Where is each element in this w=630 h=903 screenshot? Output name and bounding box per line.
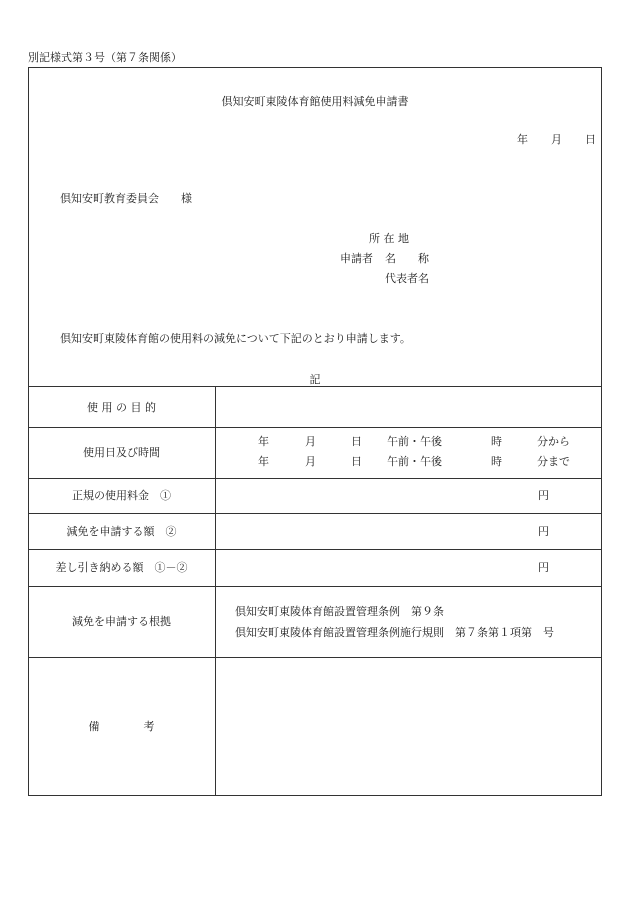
table-rule — [28, 549, 602, 550]
from-minute: 分から — [537, 435, 570, 448]
from-year: 年 — [258, 435, 269, 448]
purpose-label: 使 用 の 目 的 — [87, 401, 156, 414]
table-rule — [28, 427, 602, 428]
applicant-address-label: 所 在 地 — [369, 232, 409, 245]
to-day: 日 — [351, 455, 362, 468]
datetime-label: 使用日及び時間 — [83, 446, 160, 459]
table-rule — [28, 657, 602, 658]
form-frame — [28, 67, 602, 796]
basis-label: 減免を申請する根拠 — [72, 615, 171, 628]
to-year: 年 — [258, 455, 269, 468]
to-ampm: 午前・午後 — [387, 455, 442, 468]
form-number-note: 別記様式第３号（第７条関係） — [28, 51, 182, 64]
table-rule — [28, 478, 602, 479]
to-hour: 時 — [491, 455, 502, 468]
from-month: 月 — [305, 435, 316, 448]
reduce-unit: 円 — [538, 525, 549, 538]
date-month: 月 — [551, 133, 562, 146]
to-minute: 分まで — [537, 455, 570, 468]
ki-label: 記 — [309, 373, 321, 386]
basis-line-1: 倶知安町東陵体育館設置管理条例 第９条 — [235, 605, 444, 618]
from-day: 日 — [351, 435, 362, 448]
to-month: 月 — [305, 455, 316, 468]
date-day: 日 — [585, 133, 596, 146]
from-hour: 時 — [491, 435, 502, 448]
applicant-rep-label: 代表者名 — [385, 272, 429, 285]
applicant-label: 申請者 — [340, 252, 373, 265]
pay-label: 差し引き納める額 ①－② — [55, 561, 188, 574]
request-statement: 倶知安町東陵体育館の使用料の減免について下記のとおり申請します。 — [60, 332, 411, 345]
table-column-divider — [215, 386, 216, 796]
table-rule — [28, 386, 602, 387]
table-rule — [28, 586, 602, 587]
date-year: 年 — [517, 133, 528, 146]
applicant-name-label: 名 称 — [385, 252, 429, 265]
fee-label: 正規の使用料金 ① — [72, 489, 171, 502]
pay-unit: 円 — [538, 561, 549, 574]
from-ampm: 午前・午後 — [387, 435, 442, 448]
reduce-label: 減免を申請する額 ② — [66, 525, 177, 538]
addressee: 倶知安町教育委員会 様 — [60, 192, 192, 205]
fee-unit: 円 — [538, 489, 549, 502]
remarks-label: 備 考 — [88, 720, 155, 733]
form-title: 倶知安町東陵体育館使用料減免申請書 — [221, 95, 409, 108]
table-rule — [28, 513, 602, 514]
basis-line-2: 倶知安町東陵体育館設置管理条例施行規則 第７条第１項第 号 — [235, 626, 554, 639]
